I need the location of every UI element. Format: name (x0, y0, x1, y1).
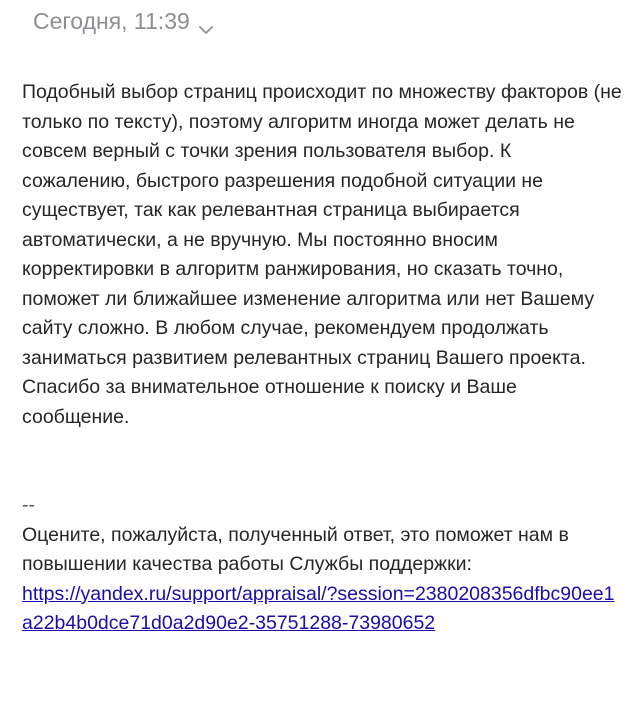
chevron-down-icon[interactable] (198, 15, 214, 27)
message-body (22, 78, 622, 639)
feedback-request-text: Оцените, пожалуйста, полученный ответ, это поможет нам в повышении качества работы Службы поддержки: (22, 523, 569, 575)
feedback-link[interactable]: https://yandex.ru/support/appraisal/?session=2380208356dfbc90ee1a22b4b0dce71d0a2d90e2-35751288-73980652 (22, 582, 615, 634)
message-timestamp: Сегодня, 11:39 (33, 7, 190, 34)
message-paragraph: Подобный выбор страниц происходит по множеству факторов (не только по тексту), поэтому алгоритм иногда может делать не совсем верный с точки зрения пользователя выбор. К сожалению, быстрого разрешения подобной ситуации не существует, так как релевантная страница выбирается автоматически, а не вручную. Мы постоянно вносим корректировки в алгоритм ранжирования, но сказать точно, поможет ли ближайшее изменение алгоритма или нет Вашему сайту сложно. В любом случае, рекомендуем продолжать заниматься развитием релевантных страниц Вашего проекта. Спасибо за внимательное отношение к поиску и Ваше сообщение. (22, 81, 622, 428)
signature-separator: -- (22, 494, 35, 516)
message-date-header[interactable] (33, 4, 214, 38)
